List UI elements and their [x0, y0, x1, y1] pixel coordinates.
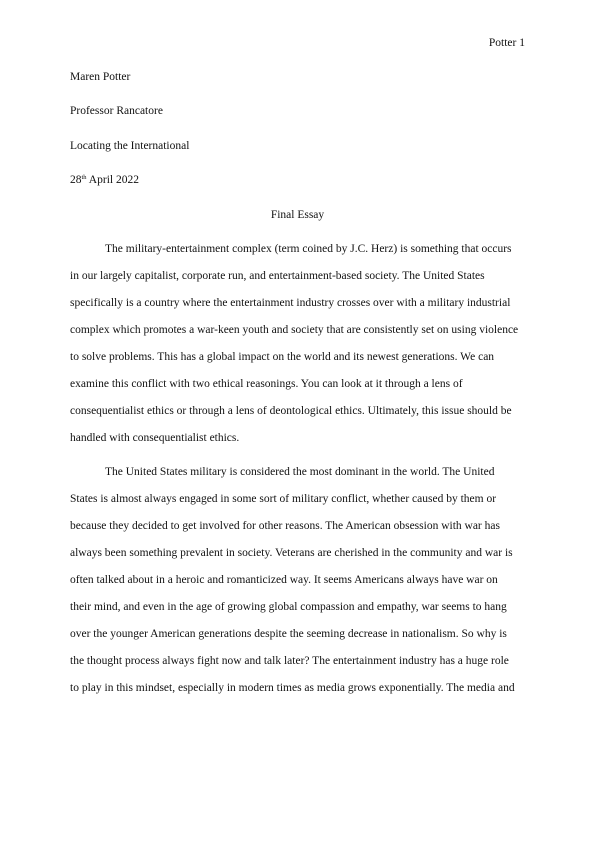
date-suffix: th	[81, 174, 87, 181]
paragraph-line: over the younger American generations despite the seeming decrease in nationalism. So why is	[70, 628, 507, 640]
paragraph-line: complex which promotes a war-keen youth and society that are consistently set on using violence	[70, 324, 519, 336]
paragraph-line: in our largely capitalist, corporate run, and entertainment-based society. The United States	[70, 270, 485, 282]
paragraph-line: consequentialist ethics or through a lens of deontological ethics. Ultimately, this issue should be	[70, 405, 512, 417]
paragraph-line: to solve problems. This has a global impact on the world and its newest generations. We can	[70, 351, 495, 363]
date-rest: April 2022	[86, 174, 139, 186]
paragraph-line: The military-entertainment complex (term coined by J.C. Herz) is something that occurs	[105, 243, 512, 255]
paragraph-line: States is almost always engaged in some sort of military conflict, whether caused by them or	[70, 493, 497, 505]
running-head: Potter 1	[488, 37, 525, 49]
essay-date	[70, 173, 139, 187]
paragraph-line: often talked about in a heroic and romanticized way. It seems Americans always have war on	[70, 574, 498, 586]
essay-title: Final Essay	[270, 209, 325, 221]
professor-name: Professor Rancatore	[70, 105, 163, 117]
paragraph-line: handled with consequentialist ethics.	[70, 432, 240, 444]
paragraph-line: the thought process always fight now and talk later? The entertainment industry has a huge role	[70, 655, 509, 667]
course-name: Locating the International	[70, 140, 190, 152]
paragraph-2	[70, 465, 525, 708]
author-name: Maren Potter	[70, 71, 131, 83]
date-day: 28	[70, 174, 82, 186]
paragraph-line: to play in this mindset, especially in modern times as media grows exponentially. The media and	[70, 682, 515, 694]
paragraph-line: always been something prevalent in society. Veterans are cherished in the community and war is	[70, 547, 513, 559]
paragraph-line: specifically is a country where the entertainment industry crosses over with a military industrial	[70, 297, 511, 309]
paragraph-1	[70, 242, 525, 458]
paragraph-line: because they decided to get involved for other reasons. The American obsession with war has	[70, 520, 500, 532]
paragraph-line: their mind, and even in the age of growing global compassion and empathy, war seems to hang	[70, 601, 507, 613]
paragraph-line: The United States military is considered the most dominant in the world. The United	[105, 466, 495, 478]
paragraph-line: examine this conflict with two ethical reasonings. You can look at it through a lens of	[70, 378, 463, 390]
